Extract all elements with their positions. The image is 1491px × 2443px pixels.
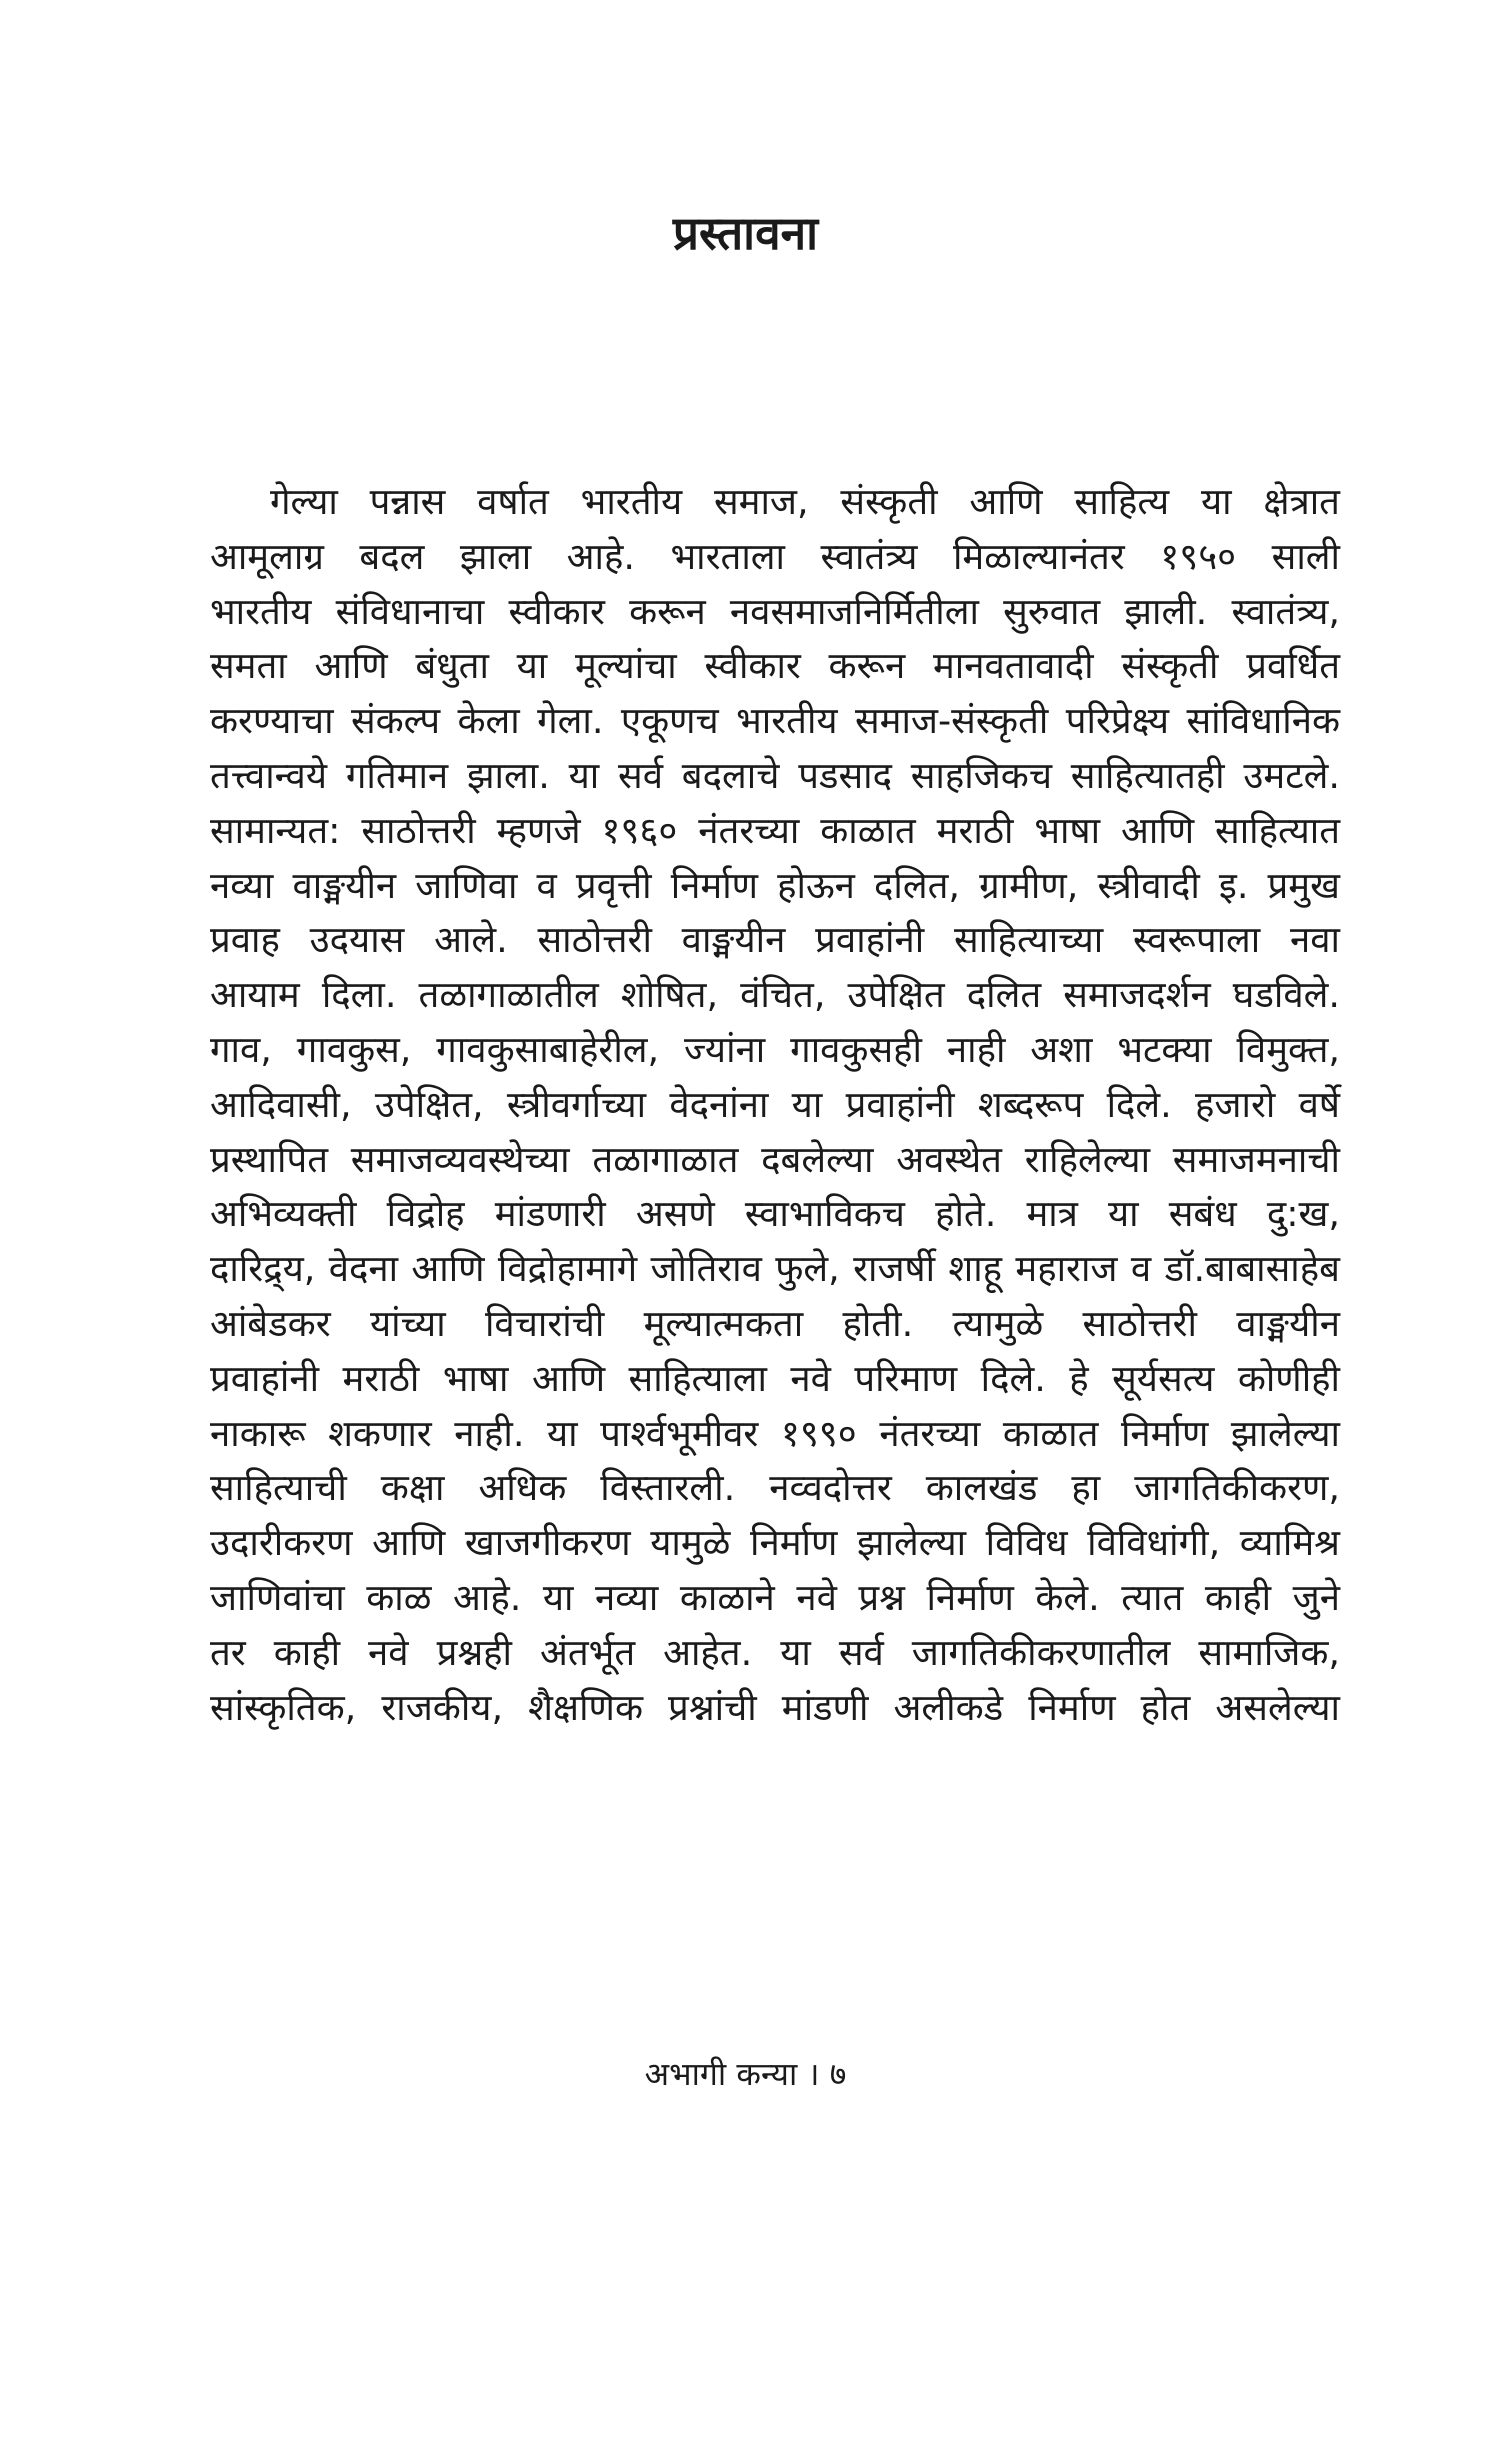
text-line: तर काही नवे प्रश्नही अंतर्भूत आहेत. या सर्व जागतिकीकरणातील सामाजिक, (210, 1630, 1340, 1674)
text-line: प्रस्थापित समाजव्यवस्थेच्या तळागाळात दबलेल्या अवस्थेत राहिलेल्या समाजमनाची (210, 1137, 1340, 1181)
text-line: भारतीय संविधानाचा स्वीकार करून नवसमाजनिर्मितीला सुरुवात झाली. स्वातंत्र्य, (210, 589, 1340, 633)
text-line: नाकारू शकणार नाही. या पार्श्वभूमीवर १९९० नंतरच्या काळात निर्माण झालेल्या (210, 1411, 1340, 1455)
text-line: उदारीकरण आणि खाजगीकरण यामुळे निर्माण झालेल्या विविध विविधांगी, व्यामिश्र (210, 1521, 1340, 1565)
text-line: दारिद्र्य, वेदना आणि विद्रोहामागे जोतिराव फुले, राजर्षी शाहू महाराज व डॉ.बाबासाहेब (210, 1247, 1340, 1291)
text-line: अभिव्यक्ती विद्रोह मांडणारी असणे स्वाभाविकच होते. मात्र या सबंध दु:ख, (210, 1192, 1340, 1236)
text-line: आमूलाग्र बदल झाला आहे. भारताला स्वातंत्र्य मिळाल्यानंतर १९५० साली (210, 534, 1340, 578)
text-line: जाणिवांचा काळ आहे. या नव्या काळाने नवे प्रश्न निर्माण केले. त्यात काही जुने (210, 1575, 1340, 1619)
text-line: समता आणि बंधुता या मूल्यांचा स्वीकार करून मानवतावादी संस्कृती प्रवर्धित (210, 644, 1340, 688)
body-paragraph (210, 475, 1340, 1735)
page-footer: अभागी कन्या । ७ (644, 2055, 847, 2093)
text-line: प्रवाहांनी मराठी भाषा आणि साहित्याला नवे परिमाण दिले. हे सूर्यसत्य कोणीही (210, 1356, 1340, 1400)
text-line: करण्याचा संकल्प केला गेला. एकूणच भारतीय समाज-संस्कृती परिप्रेक्ष्य सांविधानिक (210, 699, 1340, 743)
text-line: आदिवासी, उपेक्षित, स्त्रीवर्गाच्या वेदनांना या प्रवाहांनी शब्दरूप दिले. हजारो वर्षे (210, 1082, 1340, 1126)
text-line: सामान्यत: साठोत्तरी म्हणजे १९६० नंतरच्या काळात मराठी भाषा आणि साहित्यात (210, 808, 1340, 852)
text-line: तत्त्वान्वये गतिमान झाला. या सर्व बदलाचे पडसाद साहजिकच साहित्यातही उमटले. (210, 753, 1340, 797)
text-line: सांस्कृतिक, राजकीय, शैक्षणिक प्रश्नांची मांडणी अलीकडे निर्माण होत असलेल्या (210, 1685, 1340, 1729)
text-line: आंबेडकर यांच्या विचारांची मूल्यात्मकता होती. त्यामुळे साठोत्तरी वाङ्मयीन (210, 1301, 1340, 1345)
text-line: गेल्या पन्नास वर्षात भारतीय समाज, संस्कृती आणि साहित्य या क्षेत्रात (270, 480, 1340, 523)
text-line: साहित्याची कक्षा अधिक विस्तारली. नव्वदोत्तर कालखंड हा जागतिकीकरण, (210, 1466, 1340, 1510)
text-line: गाव, गावकुस, गावकुसाबाहेरील, ज्यांना गावकुसही नाही अशा भटक्या विमुक्त, (210, 1027, 1340, 1071)
page-title: प्रस्तावना (672, 205, 819, 260)
text-line: प्रवाह उदयास आले. साठोत्तरी वाङ्मयीन प्रवाहांनी साहित्याच्या स्वरूपाला नवा (210, 918, 1340, 962)
text-line: आयाम दिला. तळागाळातील शोषित, वंचित, उपेक्षित दलित समाजदर्शन घडविले. (210, 973, 1340, 1017)
text-line: नव्या वाङ्मयीन जाणिवा व प्रवृत्ती निर्माण होऊन दलित, ग्रामीण, स्त्रीवादी इ. प्रमुख (210, 863, 1340, 907)
